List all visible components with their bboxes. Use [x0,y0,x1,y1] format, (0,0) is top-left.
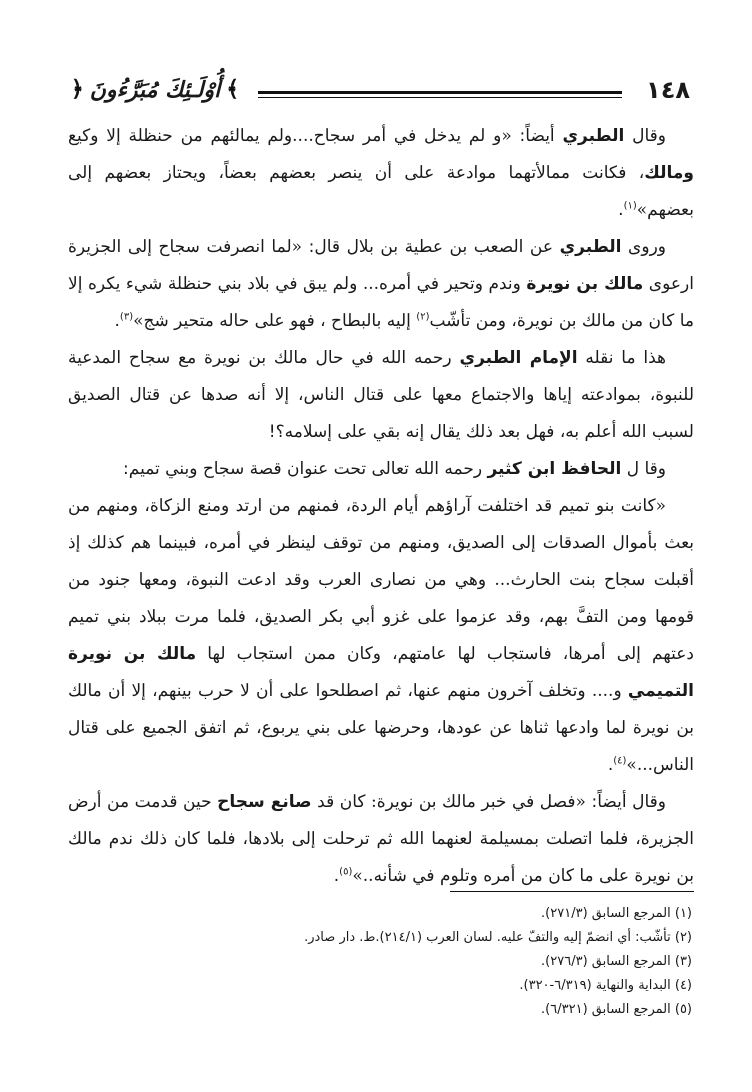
paragraph [68,451,694,488]
text-run: عن الصعب بن عطية بن بلال قال: [302,237,560,257]
text-run: . [618,200,624,220]
quoted-text: ، فكانت ممالأتهما موادعة على أن ينصر بعضهم بعضاً، ويحتاز بعضهم إلى بعضهم» [68,163,694,220]
paragraph [68,784,694,895]
bold-name: الحافظ ابن كثير [487,459,622,479]
bold-name: مالك بن نويرة [526,274,644,294]
paragraph [68,229,694,340]
quoted-text: إليه بالبطاح ، فهو على حاله متحير شج» [133,311,417,331]
bold-name: صانع سجاح [217,792,312,812]
main-text [68,118,694,895]
footnote: (٤) البداية والنهاية (٦/٣١٩-٣٢٠). [519,978,692,993]
footnote-ref: (٤) [613,755,627,767]
bold-name: ومالك [644,163,694,183]
text-run: أيضاً: [511,126,563,146]
paragraph [68,488,694,784]
ornament-bracket-right: ﴾ [226,77,240,102]
text-run: رحمه الله تعالى تحت عنوان قصة سجاح وبني تميم: [123,459,488,479]
footnote-ref: (٢) [416,311,430,323]
bold-name: الطبري [562,126,625,146]
footnote-ref: (١) [623,200,637,212]
bold-name: الطبري [559,237,622,257]
paragraph [68,340,694,451]
page-number: ١٤٨ [646,76,690,104]
book-title: أُوْلَـئِكَ مُبَرَّءُونَ [89,77,221,103]
quoted-text: «فصل في خبر مالك بن نويرة: كان قد [311,792,586,812]
text-run: . [607,755,614,775]
footnote-ref: (٥) [339,866,353,878]
footnotes [52,902,692,1022]
ornament-bracket-left: ﴿ [70,77,84,102]
footnote: (٥) المرجع السابق (٦/٣٢١). [541,1002,692,1017]
footnote: (٣) المرجع السابق (٢٧٦/٣). [541,954,692,969]
quoted-text: «لما انصرفت سجاح إلى الجزيرة ارعوى [68,237,694,294]
text-run: . [333,866,340,886]
quoted-text: «و لم يدخل في أمر سجاح....ولم يمالئهم من حنظلة إلا وكيع [68,126,512,146]
footnote: (١) المرجع السابق (٢٧١/٣). [541,906,692,921]
footnote: (٢) تأشّب: أي انضمّ إليه والتفّ عليه. لسان العرب (٢١٤/١).ط. دار صادر. [304,930,692,945]
header-rule [258,91,622,98]
paragraph [68,118,694,229]
book-title-box [62,70,248,110]
quoted-text: و.... وتخلف آخرون منهم عنها، ثم اصطلحوا على أن لا حرب بينهم، إلا أن مالك بن نويرة لما وادعها ثناها عن عودها، وحرضها على بني يربوع، ثم اتفق الجميع على قتال الناس...» [68,681,694,775]
bold-name: مالك بن نويرة التميمي [68,644,694,701]
text-run: هذا ما نقله [577,348,666,368]
footnote-separator [450,891,694,892]
quoted-text: حين قدمت من أرض الجزيرة، فلما اتصلت بمسيلمة لعنهما الله ثم ترحلت إلى بلادها، فلما كان ذلك ندم مالك بن نويرة على ما كان من أمره وتلوم في شأنه..» [68,792,694,886]
text-run: وقال أيضاً: [585,792,666,812]
quoted-text: وندم وتحير في أمره... ولم يبق في بلاد بني حنظلة شيء يكره إلا ما كان من مالك بن نويرة، ومن تأشّب [68,274,694,331]
bold-name: الإمام الطبري [459,348,578,368]
text-run: رحمه الله في حال مالك بن نويرة مع سجاح المدعية للنبوة، بموادعته إياها والاجتماع معها على قتال الناس، إلا أنه صدها عن قتال الصديق لسبب الله أعلم به، فهل بعد ذلك يقال إنه بقي على إسلامه؟! [68,348,694,442]
quoted-text: «كانت بنو تميم قد اختلفت آراؤهم أيام الردة، فمنهم من ارتد ومنع الزكاة، ومنهم من بعث بأموال الصدقات إلى الصديق، ومنهم من توقف لينظر في أمره، فبينما هم كذلك إذ أقبلت سجاح بنت الحارث... وهي من نصارى العرب وقد ادعت النبوة، ومعها جنود من قومها ومن التفَّ بهم، وقد عزموا على غزو أبي بكر الصديق، فلما مرت ببلاد بني تميم دعتهم إلى أمرها، فاستجاب لها عامتهم، وكان ممن استجاب لها [68,496,694,664]
text-run: وقا ل [621,459,666,479]
footnote-ref: (٣) [119,311,134,323]
text-run: وروى [621,237,666,257]
page-header [62,70,690,114]
text-run: وقال [624,126,666,146]
text-run: . [114,311,120,331]
